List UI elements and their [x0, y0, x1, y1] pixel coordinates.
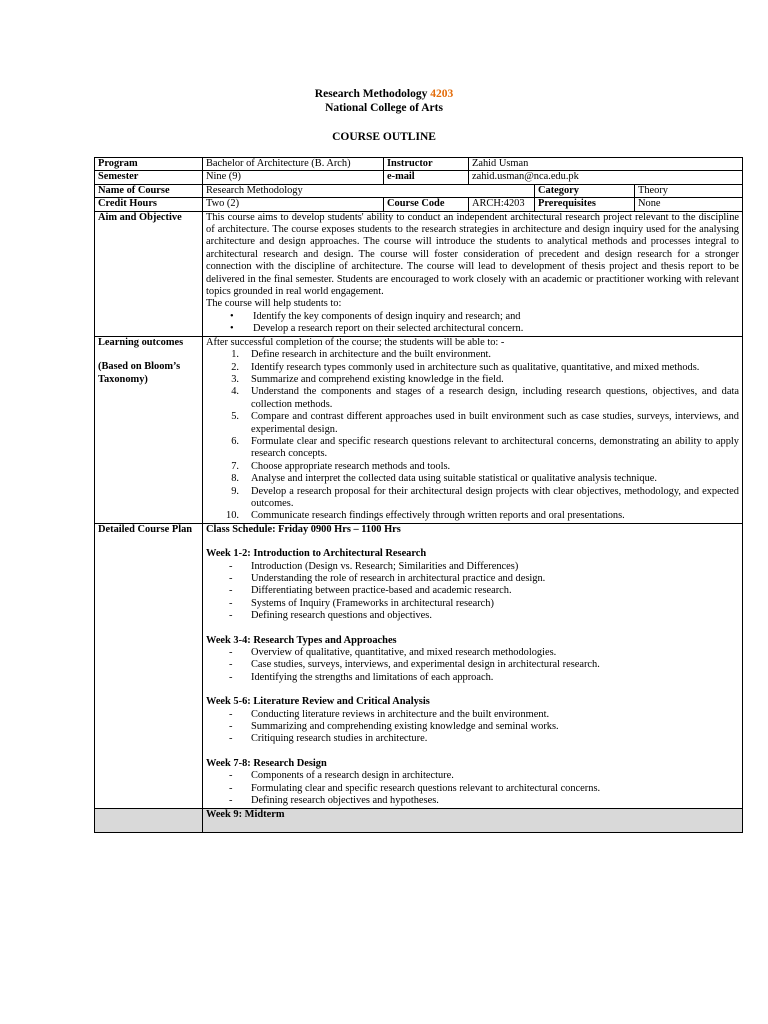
list-item: • Develop a research report on their selected architectural concern.: [253, 323, 739, 335]
list-number: 5.: [231, 411, 239, 423]
aim-label: Aim and Objective: [95, 211, 203, 336]
semester-row: [95, 171, 743, 184]
week-title: Week 3-4: Research Types and Approaches: [206, 634, 397, 646]
list-item: [206, 436, 739, 461]
list-item: - Introduction (Design vs. Research; Similarities and Differences): [251, 561, 739, 573]
course-plan-row: [95, 523, 743, 808]
list-number: 2.: [231, 361, 239, 373]
week-topic-list: [206, 647, 739, 684]
list-text: Communicate research findings effectively through written reports and oral presentations.: [251, 510, 625, 522]
week-title: Week 1-2: Introduction to Architectural Research: [206, 548, 427, 560]
aim-text: This course aims to develop students' ability to conduct an independent architectural research project relevant to the discipline of architecture. The course exposes students to the research strategies in architecture and design inquiry used for the analysing architecture and design approaches. The course will introduce the students to analytical methods and processes integral to architectural research and design. The course will foster consideration of precedent and design research for a stronger connection with the discipline of architecture. The course will lead to development of thesis project and thesis report to be delivered in the final semester. Students are encouraged to work closely with an academic or practitioner working with relevant topics grounded in real world engagement.: [206, 211, 739, 298]
outcomes-content: [203, 336, 743, 523]
course-name-row: [95, 184, 743, 197]
list-item: - Summarizing and comprehending existing knowledge and seminal works.: [251, 721, 739, 733]
list-item: - Differentiating between practice-based and academic research.: [251, 585, 739, 597]
aim-bullet-list: [206, 311, 739, 336]
instructor-label: Instructor: [384, 158, 469, 171]
title-prefix: Research Methodology: [314, 88, 431, 100]
list-item: - Conducting literature reviews in architecture and the built environment.: [251, 709, 739, 721]
list-item: - Formulating clear and specific research questions relevant to architectural concerns.: [251, 783, 739, 795]
list-item: [206, 486, 739, 511]
aim-help-intro: The course will help students to:: [206, 298, 342, 310]
course-code-label: Course Code: [384, 198, 469, 211]
list-item: - Components of a research design in architecture.: [251, 770, 739, 782]
instructor-value: Zahid Usman: [469, 158, 743, 171]
list-number: 1.: [231, 349, 239, 361]
course-name-label: Name of Course: [95, 184, 203, 197]
course-code-value: ARCH:4203: [469, 198, 535, 211]
list-item: [206, 510, 739, 522]
list-item: [206, 461, 739, 473]
list-number: 10.: [226, 510, 239, 522]
program-value: Bachelor of Architecture (B. Arch): [203, 158, 384, 171]
program-row: [95, 158, 743, 171]
week-title: Week 7-8: Research Design: [206, 757, 327, 769]
week-topic-list: [206, 770, 739, 807]
outcomes-sublabel: (Based on Bloom’s Taxonomy): [98, 361, 181, 385]
course-plan-label: Detailed Course Plan: [95, 523, 203, 808]
list-number: 3.: [231, 373, 239, 385]
prerequisites-label: Prerequisites: [535, 198, 635, 211]
list-item: - Overview of qualitative, quantitative, and mixed research methodologies.: [251, 647, 739, 659]
list-text: Choose appropriate research methods and tools.: [251, 460, 451, 472]
list-item: - Critiquing research studies in architecture.: [251, 733, 739, 745]
list-item: - Defining research questions and objectives.: [251, 610, 739, 622]
midterm-empty-cell: [95, 808, 203, 832]
list-text: Formulate clear and specific research questions relevant to architectural concerns, demonstrating an ability to apply research concepts.: [251, 435, 739, 460]
list-text: Understand the components and stages of a research design, including research questions, objectives, and data collection methods.: [251, 386, 739, 410]
course-number: 4203: [430, 88, 454, 100]
list-number: 9.: [231, 485, 239, 497]
aim-row: [95, 211, 743, 336]
list-item: - Identifying the strengths and limitations of each approach.: [251, 672, 739, 684]
course-outline-heading: COURSE OUTLINE: [332, 131, 436, 143]
semester-value: Nine (9): [203, 171, 384, 184]
list-item: [206, 411, 739, 436]
outcomes-label-cell: [95, 336, 203, 523]
list-number: 8.: [231, 473, 239, 485]
program-label: Program: [95, 158, 203, 171]
week-topic-list: [206, 709, 739, 746]
prerequisites-value: None: [635, 198, 743, 211]
list-item: - Defining research objectives and hypotheses.: [251, 795, 739, 807]
midterm-row: [95, 808, 743, 832]
list-text: Compare and contrast different approaches used in built environment such as case studies, surveys, interviews, and experimental design.: [251, 411, 739, 435]
list-text: Summarize and comprehend existing knowledge in the field.: [251, 373, 504, 385]
midterm-label: Week 9: Midterm: [203, 808, 743, 832]
list-text: Develop a research proposal for their architectural design projects with clear objectives, methodology, and expected outcomes.: [251, 485, 739, 509]
list-item: - Case studies, surveys, interviews, and experimental design in architectural research.: [251, 659, 739, 671]
credit-hours-value: Two (2): [203, 198, 384, 211]
list-item: • Identify the key components of design inquiry and research; and: [253, 311, 739, 323]
credit-hours-row: [95, 198, 743, 211]
list-number: 6.: [231, 435, 239, 447]
category-value: Theory: [635, 184, 743, 197]
list-item: [206, 473, 739, 485]
course-outline-table: [94, 157, 743, 833]
list-text: Define research in architecture and the built environment.: [251, 349, 492, 361]
week-title: Week 5-6: Literature Review and Critical Analysis: [206, 696, 430, 708]
outcomes-label: Learning outcomes: [98, 336, 184, 348]
course-name-value: Research Methodology: [203, 184, 535, 197]
outcomes-list: [206, 349, 739, 523]
credit-hours-label: Credit Hours: [95, 198, 203, 211]
email-value: zahid.usman@nca.edu.pk: [469, 171, 743, 184]
list-number: 7.: [231, 460, 239, 472]
course-plan-content: [203, 523, 743, 808]
learning-outcomes-row: [95, 336, 743, 523]
list-item: - Understanding the role of research in architectural practice and design.: [251, 573, 739, 585]
week-topic-list: [206, 561, 739, 623]
class-schedule: Class Schedule: Friday 0900 Hrs – 1100 Hrs: [206, 523, 401, 535]
aim-content: [203, 211, 743, 336]
list-item: [206, 374, 739, 386]
list-item: - Systems of Inquiry (Frameworks in architectural research): [251, 598, 739, 610]
document-title: [0, 87, 768, 101]
category-label: Category: [535, 184, 635, 197]
institution-name: National College of Arts: [325, 102, 443, 114]
list-number: 4.: [231, 386, 239, 398]
semester-label: Semester: [95, 171, 203, 184]
list-item: [206, 386, 739, 411]
email-label: e-mail: [384, 171, 469, 184]
outcomes-intro: After successful completion of the course; the students will be able to: -: [206, 336, 505, 348]
list-text: Identify research types commonly used in architecture such as qualitative, quantitative, and mixed methods.: [251, 361, 700, 373]
list-item: [206, 349, 739, 361]
list-item: [206, 362, 739, 374]
list-text: Analyse and interpret the collected data using suitable statistical or qualitative analysis technique.: [251, 473, 657, 485]
